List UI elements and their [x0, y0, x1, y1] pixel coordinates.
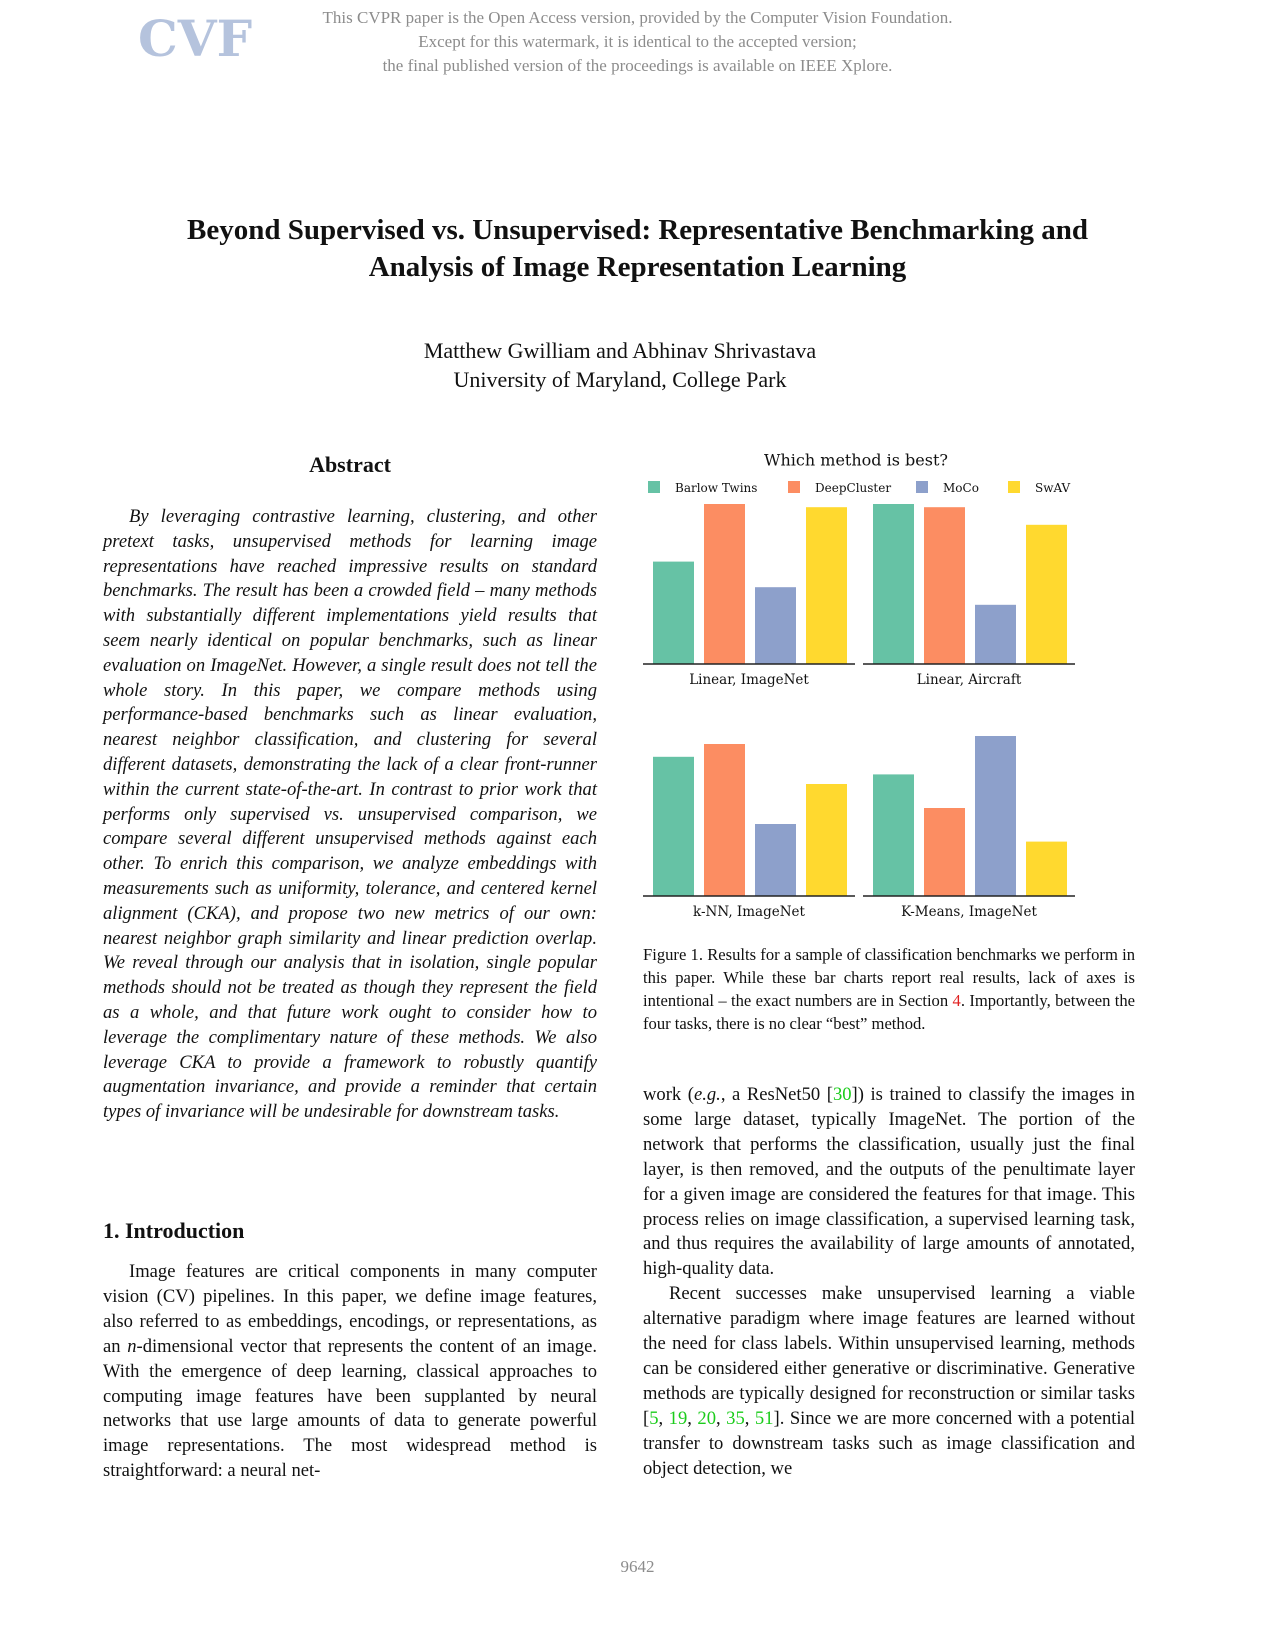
panel-label: Linear, ImageNet	[689, 672, 809, 688]
legend-swatch-moco	[916, 481, 928, 493]
bar-swav	[806, 507, 847, 664]
right-column-body	[643, 1083, 1135, 1482]
figure-1	[643, 450, 1135, 930]
citation-link[interactable]: 51	[754, 1407, 774, 1429]
cvf-logo-text: CVF	[138, 9, 253, 68]
citation-link[interactable]: 35	[726, 1407, 745, 1429]
author-names: Matthew Gwilliam and Abhinav Shrivastava	[423, 338, 817, 363]
bar-deepcluster	[704, 504, 745, 664]
introduction-heading: 1. Introduction	[103, 1218, 245, 1243]
right-paragraph-2: Recent successes make unsupervised learning a viable alternative paradigm where image features are learned without the need for class labels. Within unsupervised learning, methods can be considered either generative or discriminative. Generative methods are typically designed for reconstruction or similar tasks [5, 19, 20, 35, 51]. Since we are more concerned with a potential transfer to downstream tasks such as image classification and object detection, we	[643, 1283, 1136, 1479]
section-reference-link[interactable]: 4	[952, 991, 961, 1010]
introduction-body	[103, 1260, 597, 1484]
bar-barlow-twins	[653, 757, 694, 896]
panel-label: K-Means, ImageNet	[901, 904, 1037, 920]
legend-label: MoCo	[943, 481, 979, 495]
bar-barlow-twins	[653, 562, 694, 664]
watermark-line-2: Except for this watermark, it is identical to the accepted version;	[418, 32, 857, 51]
open-access-watermark	[0, 6, 1275, 78]
figure-caption: Figure 1. Results for a sample of classification benchmarks we perform in this paper. While these bar charts report real results, lack of axes is intentional – the exact numbers are in Section 4. Importantly, between the four tasks, there is no clear “best” method.	[643, 945, 1136, 1033]
intro-paragraph-1: Image features are critical components in many computer vision (CV) pipelines. In this paper, we define image features, also referred to as embeddings, encodings, or representations, as an n-dimensional vector that represents the content of an image. With the emergence of deep learning, classical approaches to computing image features have been supplanted by neural networks that use large amounts of data to generate powerful image representations. The most widespread method is straightforward: a neural net-	[103, 1261, 598, 1482]
page-number: 9642	[620, 1557, 655, 1576]
paper-title	[100, 212, 1175, 286]
legend-label: SwAV	[1035, 481, 1071, 495]
author-affiliation: University of Maryland, College Park	[453, 367, 787, 392]
abstract-heading: Abstract	[309, 452, 391, 477]
bar-deepcluster	[924, 507, 965, 664]
legend-label: Barlow Twins	[675, 481, 758, 495]
bar-barlow-twins	[873, 774, 914, 896]
citation-link[interactable]: 19	[668, 1407, 688, 1429]
abstract-text: By leveraging contrastive learning, clustering, and other pretext tasks, unsupervised methods for learning image representations have reached impressive results on standard benchmarks. The result has been a crowded field – many methods with substantially different implementations yield results that seem nearly identical on popular benchmarks, such as linear evaluation on ImageNet. However, a single result does not tell the whole story. In this paper, we compare methods using performance-based benchmarks such as linear evaluation, nearest neighbor classification, and clustering for several different datasets, demonstrating the lack of a clear front-runner within the current state-of-the-art. In contrast to prior work that performs only supervised vs. unsupervised comparison, we compare several different unsupervised methods against each other. To enrich this comparison, we analyze embeddings with measurements such as uniformity, tolerance, and centered kernel alignment (CKA), and propose two new metrics of our own: nearest neighbor graph similarity and linear prediction overlap. We reveal through our analysis that in isolation, single popular methods should not be treated as though they represent the field as a whole, and that future work ought to consider how to leverage the complimentary nature of these methods. We also leverage CKA to provide a framework to robustly quantify augmentation invariance, and provide a reminder that certain types of invariance will be undesirable for downstream tasks.	[103, 506, 597, 1123]
bar-deepcluster	[704, 744, 745, 896]
abstract-body	[103, 505, 597, 1125]
legend-swatch-barlow-twins	[648, 481, 660, 493]
author-block	[0, 336, 1240, 394]
bar-swav	[1026, 525, 1067, 664]
panel-label: Linear, Aircraft	[916, 672, 1022, 688]
citation-link[interactable]: 20	[697, 1407, 716, 1429]
bar-moco	[975, 605, 1016, 664]
title-line-2: Analysis of Image Representation Learning	[368, 251, 907, 283]
legend-swatch-swav	[1008, 481, 1020, 493]
bar-moco	[755, 824, 796, 896]
bar-swav	[806, 784, 847, 896]
watermark-line-3: the final published version of the proceedings is available on IEEE Xplore.	[382, 56, 893, 75]
bar-deepcluster	[924, 808, 965, 896]
bar-moco	[755, 587, 796, 664]
variable-n: n	[127, 1335, 137, 1357]
bar-swav	[1026, 842, 1067, 896]
bar-chart-figure	[643, 450, 1135, 930]
panel-label: k-NN, ImageNet	[693, 904, 805, 920]
citation-link[interactable]: 30	[832, 1084, 852, 1105]
chart-title: Which method is best?	[764, 450, 948, 470]
bar-barlow-twins	[873, 504, 914, 664]
right-paragraph-1: work (e.g., a ResNet50 [30]) is trained to classify the images in some large dataset, typically ImageNet. The portion of the network that performs the classification, usually just the final layer, is then removed, and the outputs of the penultimate layer for a given image are considered the features for that image. This process relies on image classification, a supervised learning task, and thus requires the availability of large amounts of annotated, high-quality data.	[643, 1084, 1135, 1280]
title-line-1: Beyond Supervised vs. Unsupervised: Representative Benchmarking and	[187, 214, 1088, 246]
legend-swatch-deepcluster	[788, 481, 800, 493]
legend-label: DeepCluster	[815, 481, 892, 495]
watermark-line-1: This CVPR paper is the Open Access version, provided by the Computer Vision Foundation.	[322, 8, 953, 27]
bar-moco	[975, 736, 1016, 896]
citation-link[interactable]: 5	[649, 1407, 659, 1429]
